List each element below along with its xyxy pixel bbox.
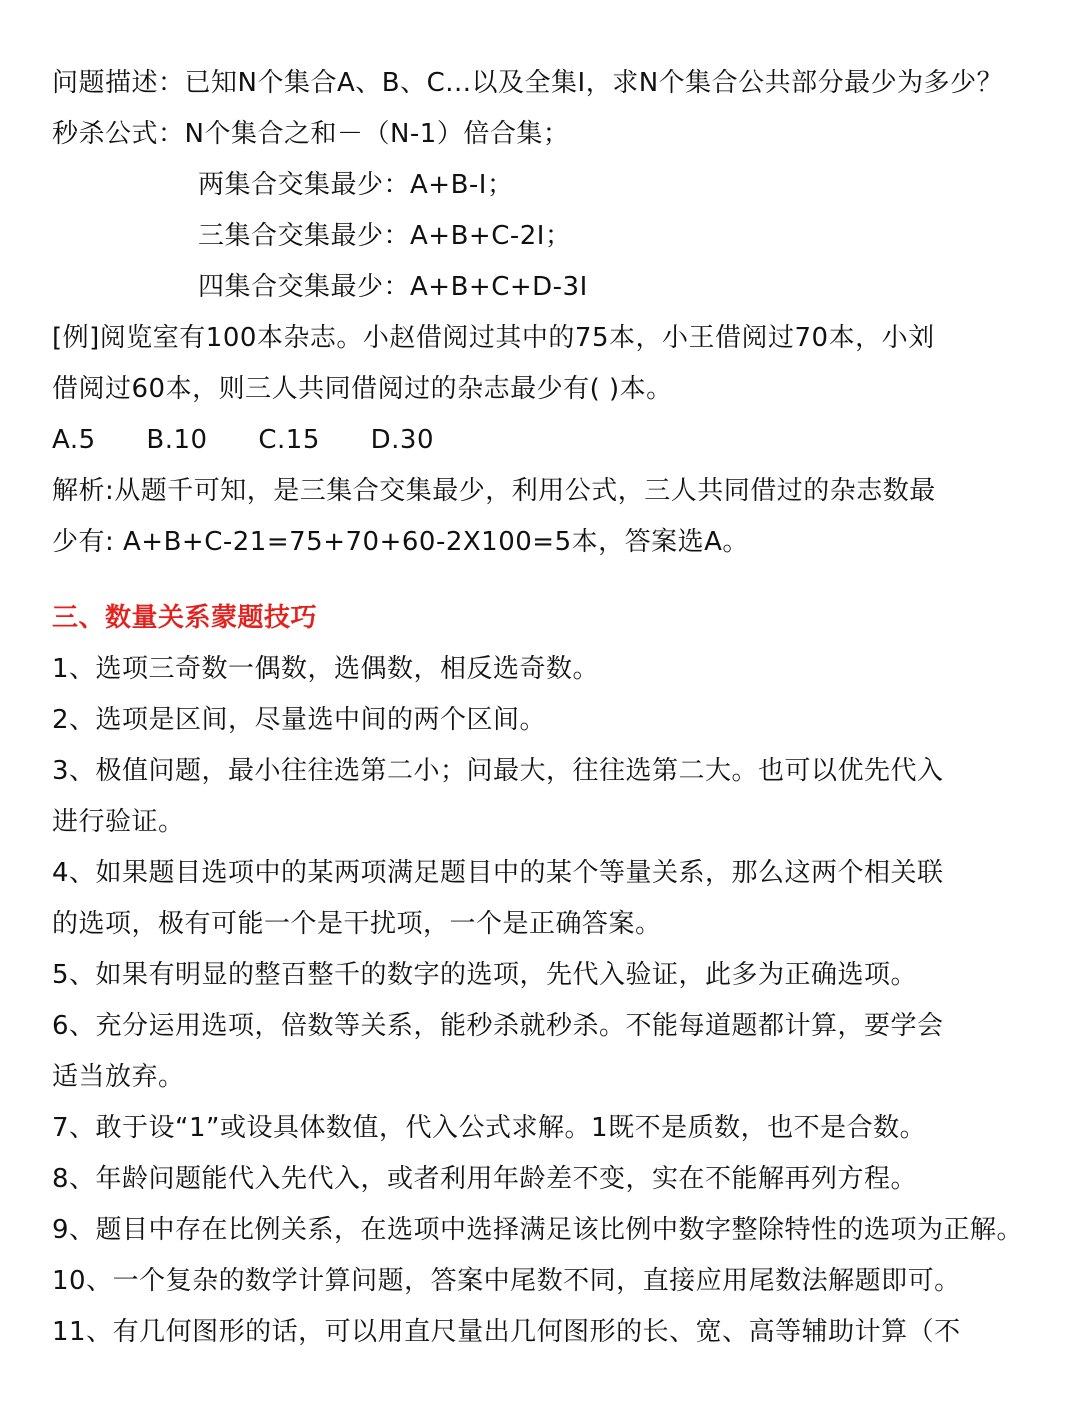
tip-line: 3、极值问题，最小往往选第二小；问最大，往往选第二大。也可以优先代入: [52, 756, 944, 786]
tip-line: 7、敢于设“1”或设具体数值，代入公式求解。1既不是质数，也不是合数。: [52, 1113, 927, 1143]
example-line-2: 借阅过60本，则三人共同借阅过的杂志最少有( )本。: [52, 374, 673, 404]
tip-line: 11、有几何图形的话，可以用直尺量出几何图形的长、宽、高等辅助计算（不: [52, 1317, 961, 1347]
tip-line: 9、题目中存在比例关系，在选项中选择满足该比例中数字整除特性的选项为正解。: [52, 1215, 1024, 1245]
option-a: A.5: [52, 425, 96, 455]
example-options: [52, 415, 1040, 466]
tip-line: 进行验证。: [52, 807, 185, 837]
tip-line: 10、一个复杂的数学计算问题，答案中尾数不同，直接应用尾数法解题即可。: [52, 1266, 961, 1296]
example-line-1: [例]阅览室有100本杂志。小赵借阅过其中的75本，小王借阅过70本，小刘: [52, 323, 935, 353]
tip-line: 1、选项三奇数一偶数，选偶数，相反选奇数。: [52, 654, 600, 684]
formula-four-sets: 四集合交集最少：A+B+C+D-3I: [198, 272, 588, 302]
analysis-line-1: 解析:从题千可知，是三集合交集最少，利用公式，三人共同借过的杂志数最: [52, 476, 936, 506]
tip-line: 5、如果有明显的整百整千的数字的选项，先代入验证，此多为正确选项。: [52, 960, 918, 990]
analysis-line-2: 少有: A+B+C-21=75+70+60-2X100=5本，答案选A。: [52, 527, 749, 557]
option-c: C.15: [258, 425, 320, 455]
option-d: D.30: [370, 425, 435, 455]
option-b: B.10: [146, 425, 208, 455]
formula-line: 秒杀公式：N个集合之和－（N-1）倍合集；: [52, 119, 570, 149]
formula-three-sets: 三集合交集最少：A+B+C-2I；: [198, 221, 572, 251]
tip-line: 2、选项是区间，尽量选中间的两个区间。: [52, 705, 547, 735]
tip-line: 6、充分运用选项，倍数等关系，能秒杀就秒杀。不能每道题都计算，要学会: [52, 1011, 944, 1041]
tip-line: 4、如果题目选项中的某两项满足题目中的某个等量关系，那么这两个相关联: [52, 858, 944, 888]
tip-line: 8、年龄问题能代入先代入，或者利用年龄差不变，实在不能解再列方程。: [52, 1164, 918, 1194]
tip-line: 的选项，极有可能一个是干扰项，一个是正确答案。: [52, 909, 662, 939]
section-heading: 三、数量关系蒙题技巧: [52, 603, 318, 633]
problem-description: 问题描述：已知N个集合A、B、C...以及全集I，求N个集合公共部分最少为多少？: [52, 68, 1004, 98]
formula-two-sets: 两集合交集最少：A+B-I；: [198, 170, 514, 200]
tip-line: 适当放弃。: [52, 1062, 185, 1092]
